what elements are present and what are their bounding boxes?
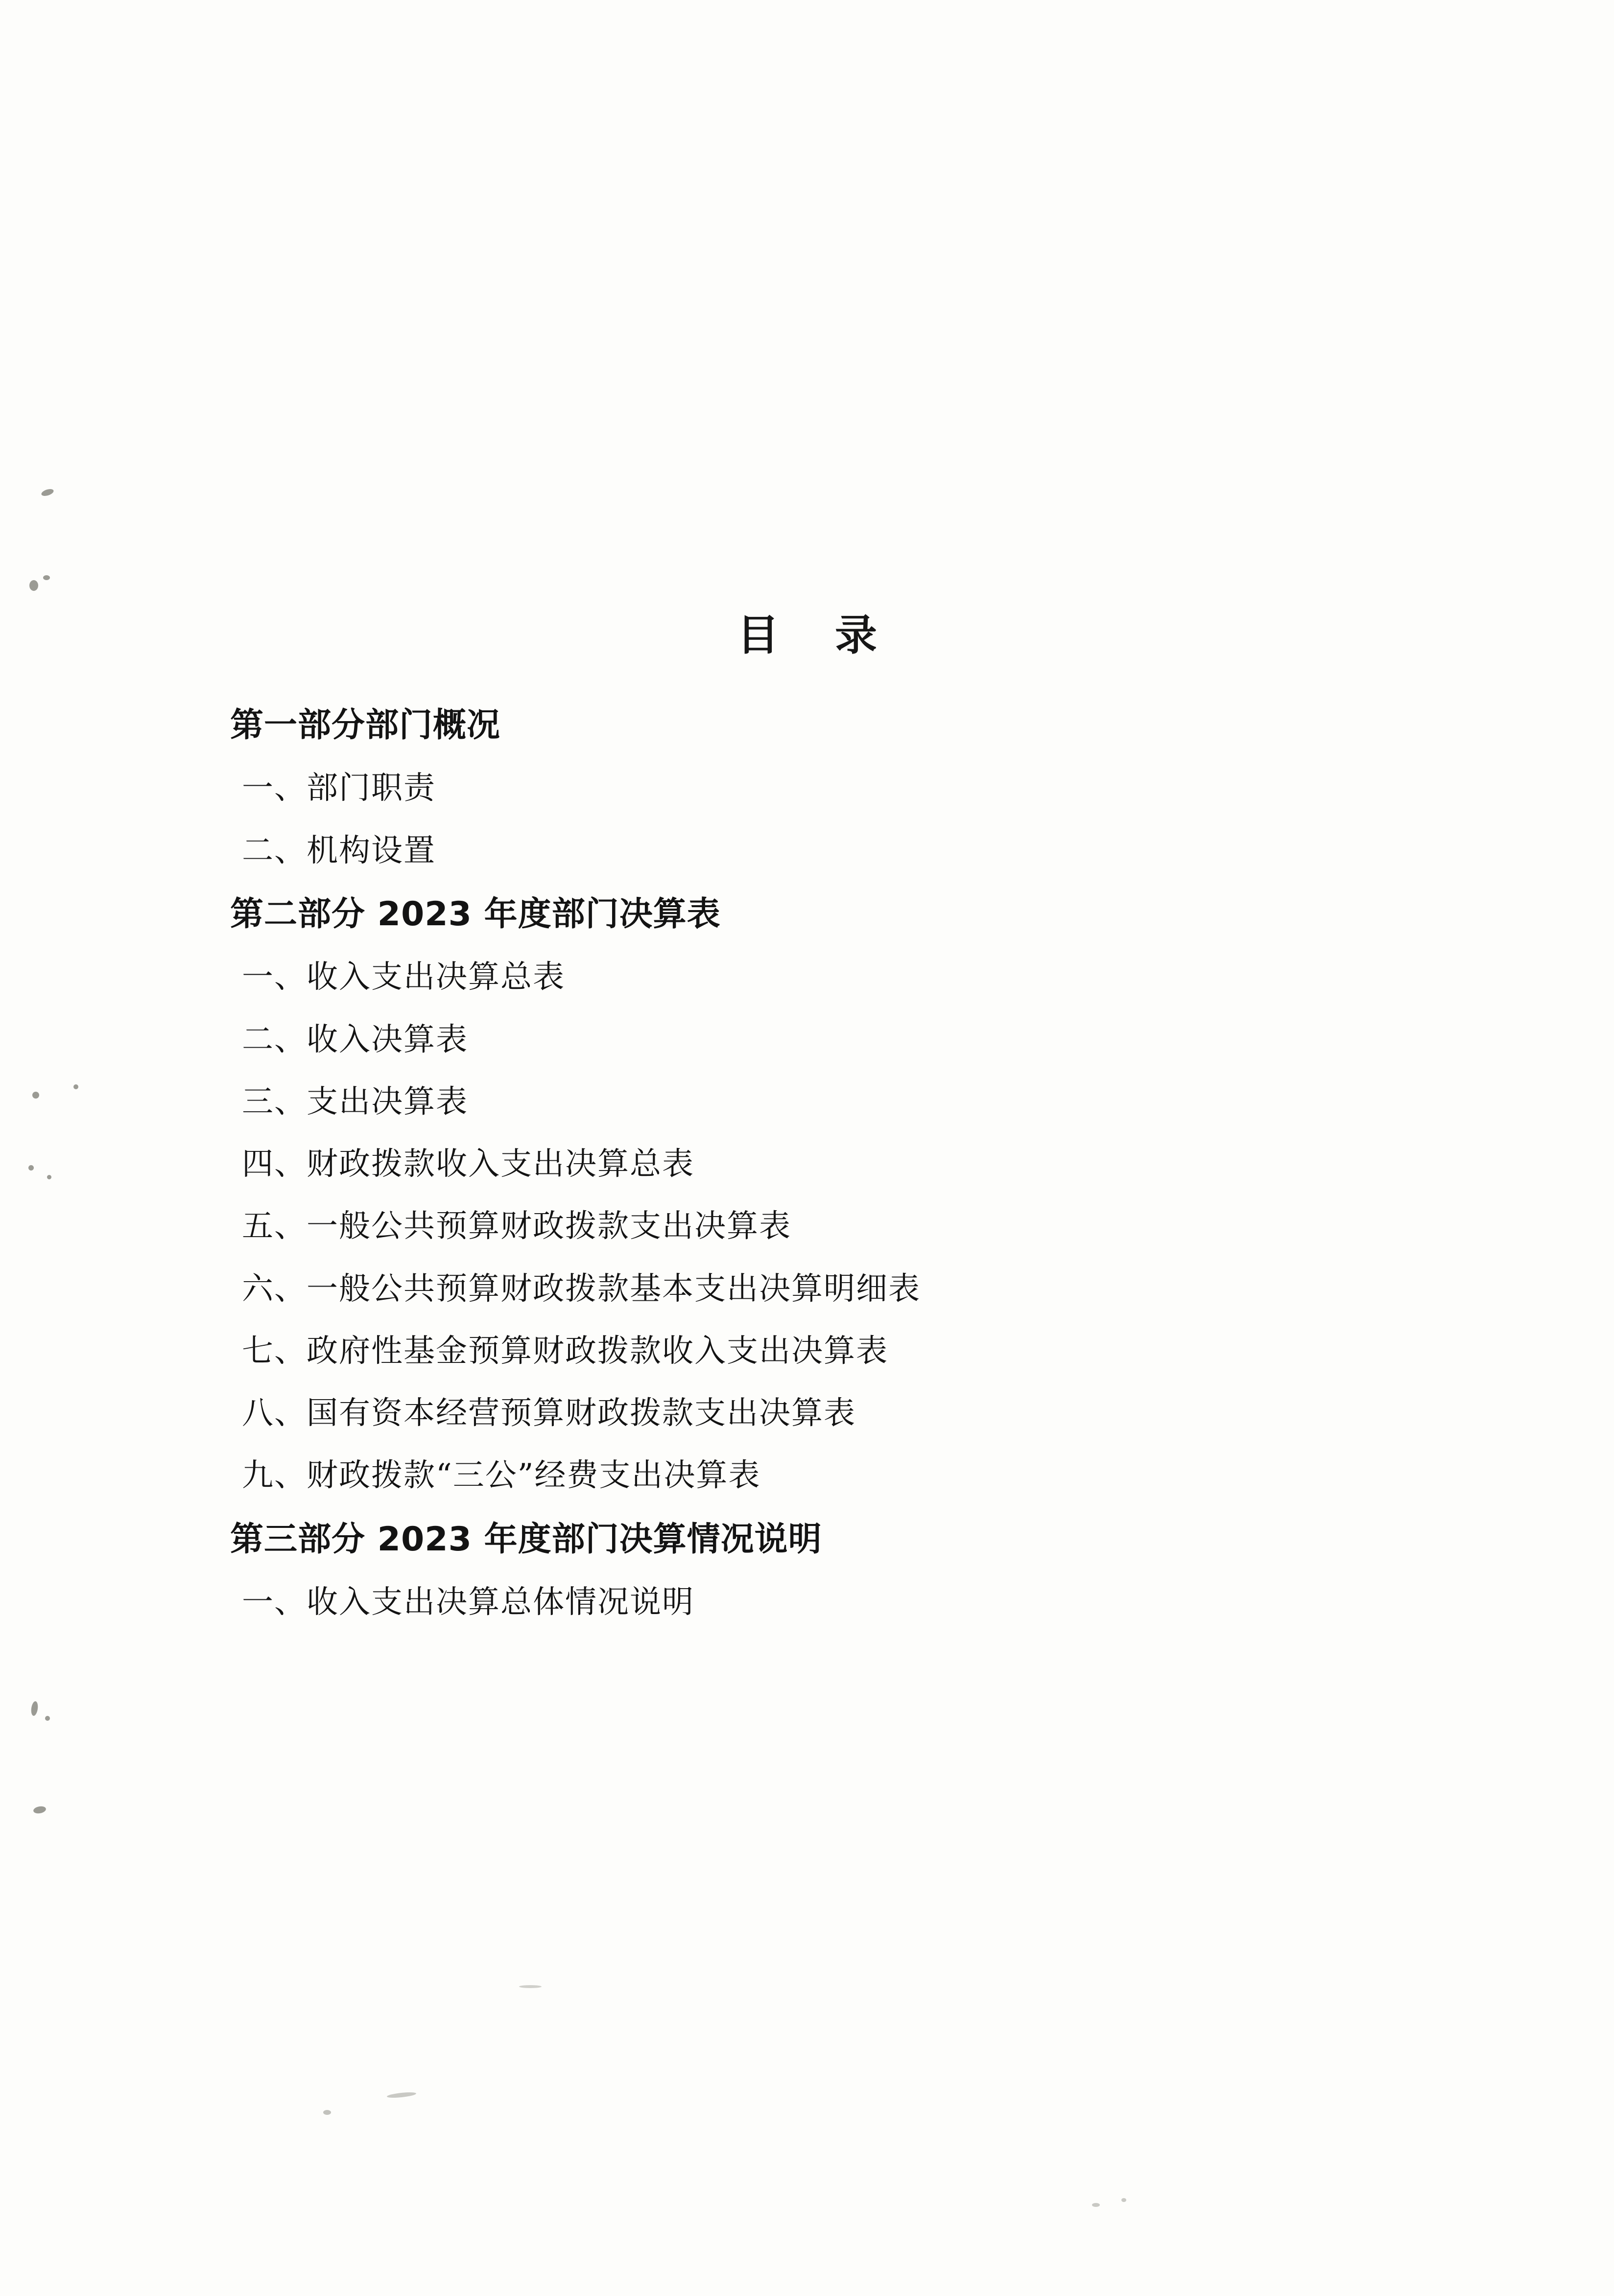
page-title: 目 录 [737, 610, 898, 660]
toc-entry-part-2[interactable]: 第二部分 2023 年度部门决算表 [230, 894, 721, 934]
toc-entry-part2-item6[interactable]: 六、一般公共预算财政拨款基本支出决算明细表 [242, 1270, 921, 1307]
toc-entry-part1-item1[interactable]: 一、部门职责 [242, 770, 436, 807]
toc-entry-part2-item4[interactable]: 四、财政拨款收入支出决算总表 [242, 1146, 694, 1183]
toc-entry-part2-item2[interactable]: 二、收入决算表 [242, 1021, 468, 1058]
toc-entry-part2-item9[interactable]: 九、财政拨款“三公”经费支出决算表 [242, 1457, 761, 1494]
table-of-contents [230, 683, 1405, 1623]
toc-entry-part2-item5[interactable]: 五、一般公共预算财政拨款支出决算表 [242, 1208, 791, 1245]
toc-entry-part1-item2[interactable]: 二、机构设置 [242, 832, 436, 869]
toc-entry-part2-item3[interactable]: 三、支出决算表 [242, 1083, 468, 1120]
toc-entry-part2-item1[interactable]: 一、收入支出决算总表 [242, 959, 565, 996]
toc-entry-part2-item7[interactable]: 七、政府性基金预算财政拨款收入支出决算表 [242, 1333, 888, 1369]
toc-entry-part2-item8[interactable]: 八、国有资本经营预算财政拨款支出决算表 [242, 1395, 856, 1432]
toc-entry-part3-item1[interactable]: 一、收入支出决算总体情况说明 [242, 1584, 694, 1620]
toc-entry-part-3[interactable]: 第三部分 2023 年度部门决算情况说明 [230, 1520, 822, 1559]
toc-entry-part-1[interactable]: 第一部分部门概况 [230, 706, 501, 745]
